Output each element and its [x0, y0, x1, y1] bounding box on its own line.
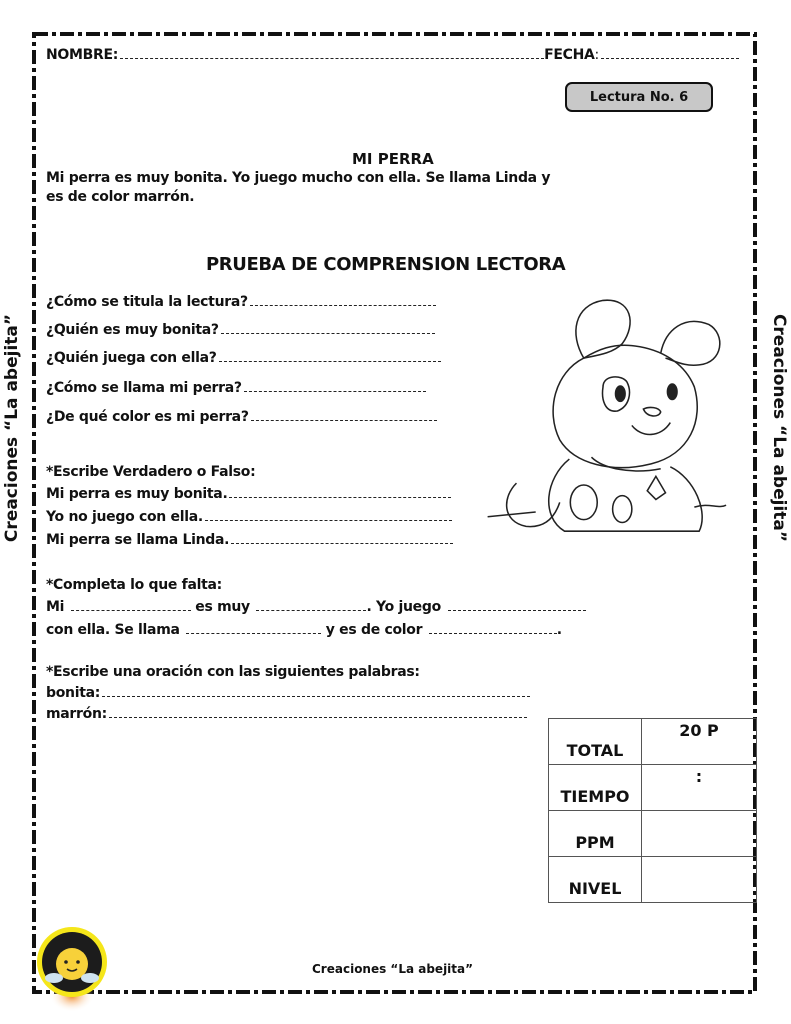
question-text: ¿Cómo se titula la lectura?: [46, 294, 248, 310]
question-1: [46, 294, 436, 310]
fill-text: es muy: [195, 599, 250, 615]
reading-line-1: Mi perra es muy bonita. Yo juego mucho con ella. Se llama Linda y: [46, 170, 551, 186]
dog-illustration: [478, 282, 728, 540]
sentence-line[interactable]: [102, 696, 530, 697]
fill-text: .: [556, 622, 562, 638]
score-row-time: [549, 765, 757, 811]
footer-text: Creaciones “La abejita”: [312, 962, 474, 976]
fill-blank[interactable]: [186, 633, 321, 634]
complete-line-2: [46, 622, 562, 638]
tf-item-3: [46, 532, 453, 548]
answer-line[interactable]: [219, 361, 441, 362]
fill-text: Mi: [46, 599, 65, 615]
tf-text: Mi perra es muy bonita.: [46, 486, 228, 502]
score-value[interactable]: 20 P: [642, 719, 757, 765]
word-label: bonita:: [46, 685, 101, 701]
score-table: [548, 718, 757, 903]
reading-title: MI PERRA: [352, 150, 434, 168]
answer-line[interactable]: [244, 391, 426, 392]
score-value[interactable]: :: [642, 765, 757, 811]
score-row-ppm: [549, 811, 757, 857]
tf-text: Yo no juego con ella.: [46, 509, 203, 525]
tf-text: Mi perra se llama Linda.: [46, 532, 230, 548]
complete-line-1: [46, 599, 586, 615]
side-text-right: Creaciones “La abejita”: [769, 313, 789, 543]
score-label: TIEMPO: [549, 765, 642, 811]
name-input-line[interactable]: [120, 58, 544, 59]
question-5: [46, 409, 437, 425]
fill-blank[interactable]: [71, 610, 191, 611]
sentence-line[interactable]: [109, 717, 527, 718]
fill-text: . Yo juego: [366, 599, 441, 615]
score-label: NIVEL: [549, 857, 642, 903]
reading-number-badge: [565, 82, 713, 112]
word-label: marrón:: [46, 706, 107, 722]
answer-line[interactable]: [250, 305, 436, 306]
fill-blank[interactable]: [448, 610, 586, 611]
date-colon: :: [594, 47, 599, 63]
score-value[interactable]: [642, 811, 757, 857]
tf-item-2: [46, 509, 452, 525]
question-4: [46, 380, 426, 396]
true-false-heading: *Escribe Verdadero o Falso:: [46, 464, 256, 480]
fill-text: con ella. Se llama: [46, 622, 180, 638]
question-2: [46, 322, 435, 338]
fill-text: y es de color: [325, 622, 423, 638]
name-label: NOMBRE:: [46, 47, 119, 63]
sentence-row-1: [46, 685, 530, 701]
question-text: ¿Cómo se llama mi perra?: [46, 380, 242, 396]
date-input-line[interactable]: [601, 58, 739, 59]
question-3: [46, 350, 441, 366]
sentences-heading: *Escribe una oración con las siguientes palabras:: [46, 664, 420, 680]
reading-line-2: es de color marrón.: [46, 189, 195, 205]
sentence-row-2: [46, 706, 527, 722]
tf-answer-line[interactable]: [229, 497, 451, 498]
question-text: ¿Quién juega con ella?: [46, 350, 217, 366]
date-label: FECHA: [544, 47, 595, 63]
answer-line[interactable]: [251, 420, 437, 421]
tf-item-1: [46, 486, 451, 502]
name-row: [46, 47, 739, 63]
answer-line[interactable]: [221, 333, 435, 334]
fill-blank[interactable]: [256, 610, 366, 611]
test-title: PRUEBA DE COMPRENSION LECTORA: [206, 254, 566, 275]
complete-heading: *Completa lo que falta:: [46, 577, 222, 593]
side-text-left: Creaciones “La abejita”: [2, 313, 22, 543]
bee-logo: [34, 924, 112, 1014]
question-text: ¿De qué color es mi perra?: [46, 409, 249, 425]
score-label: PPM: [549, 811, 642, 857]
tf-answer-line[interactable]: [231, 543, 453, 544]
score-value[interactable]: [642, 857, 757, 903]
score-row-total: [549, 719, 757, 765]
question-text: ¿Quién es muy bonita?: [46, 322, 219, 338]
badge-label: Lectura No. 6: [589, 89, 689, 105]
score-label: TOTAL: [549, 719, 642, 765]
score-row-level: [549, 857, 757, 903]
fill-blank[interactable]: [429, 633, 557, 634]
tf-answer-line[interactable]: [205, 520, 452, 521]
